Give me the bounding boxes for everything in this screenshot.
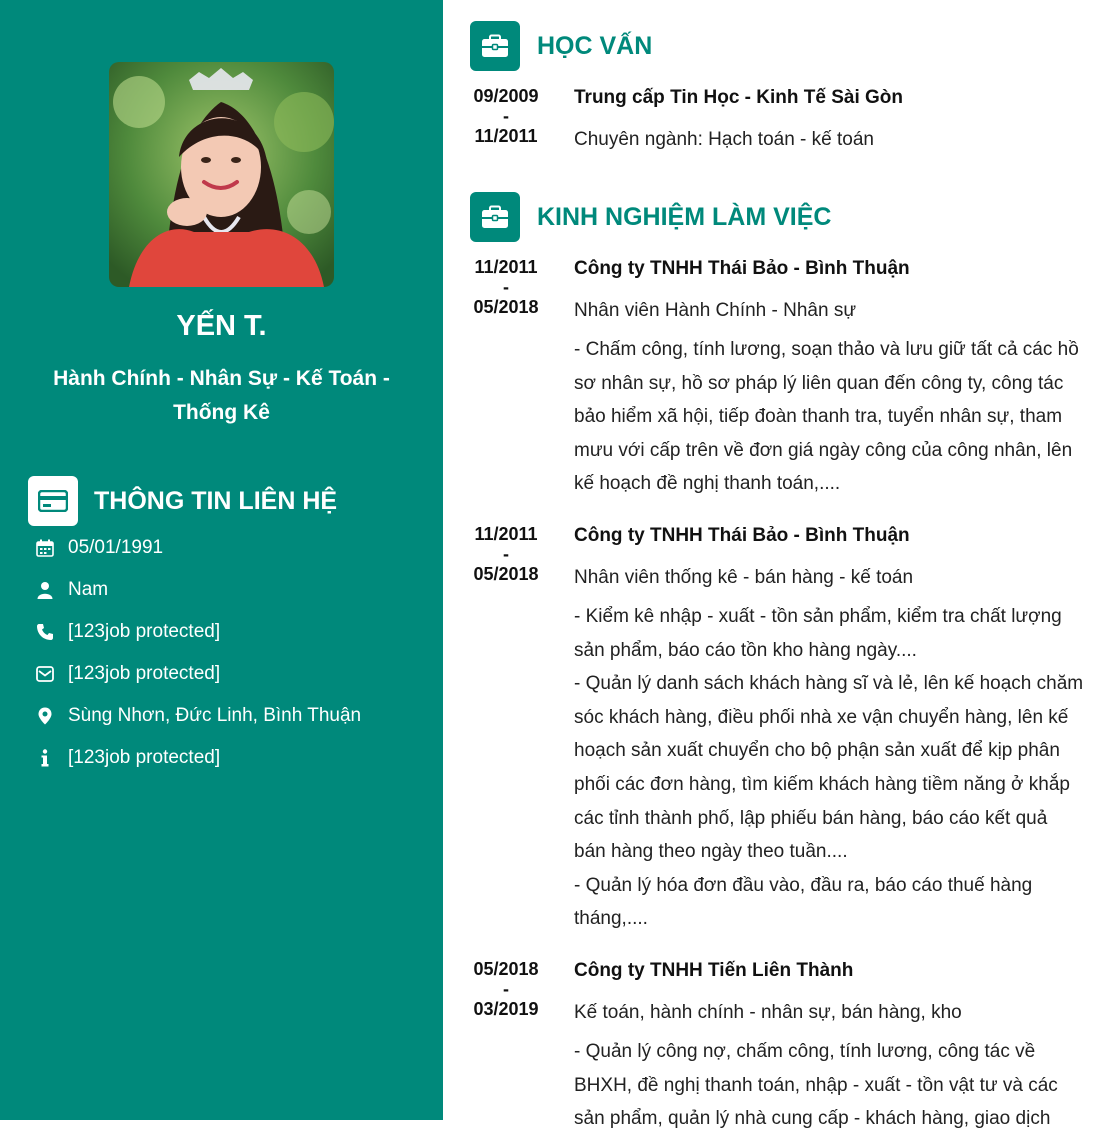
contact-item-gender bbox=[34, 569, 361, 611]
entry-body bbox=[574, 959, 1084, 1136]
entry-organization: Công ty TNHH Tiến Liên Thành bbox=[574, 960, 854, 981]
entry-description bbox=[574, 333, 1084, 501]
experience-heading: KINH NGHIỆM LÀM VIỆC bbox=[537, 202, 832, 231]
entry-dates bbox=[465, 959, 547, 1019]
entry-body bbox=[574, 257, 1084, 501]
entry-body bbox=[574, 524, 1084, 936]
entry-organization: Trung cấp Tin Học - Kinh Tế Sài Gòn bbox=[574, 87, 904, 108]
entry-dates bbox=[465, 257, 547, 317]
entry-date-separator: - bbox=[503, 544, 509, 564]
entry-role: Chuyên ngành: Hạch toán - kế toán bbox=[574, 129, 874, 150]
candidate-title: Hành Chính - Nhân Sự - Kế Toán - Thống Kê bbox=[53, 367, 390, 424]
entry-end-date: 03/2019 bbox=[473, 999, 539, 1019]
info-icon bbox=[34, 747, 56, 769]
calendar-icon bbox=[34, 537, 56, 559]
entry-start-date: 11/2011 bbox=[474, 524, 538, 544]
profile-photo bbox=[109, 62, 334, 287]
entry-end-date: 11/2011 bbox=[474, 126, 538, 146]
sidebar bbox=[0, 0, 443, 1120]
contact-value: Sùng Nhơn, Đức Linh, Bình Thuận bbox=[68, 705, 362, 726]
entry-start-date: 11/2011 bbox=[474, 257, 538, 277]
contact-item-email bbox=[34, 653, 361, 695]
entry-body bbox=[574, 86, 1084, 152]
entry-date-separator: - bbox=[503, 106, 509, 126]
entry-role: Nhân viên thống kê - bán hàng - kế toán bbox=[574, 567, 914, 588]
entry-description-line: - Chấm công, tính lương, soạn thảo và lưu giữ tất cả các hồ sơ nhân sự, hồ sơ pháp lý liên quan đến công ty, công tác bảo hiểm xã hội, tiếp đoàn thanh tra, tuyển nhân sự, tham mưu với cấp trên về đơn giá ngày công của công nhân, lên kế hoạch đề nghị thanh toán,.... bbox=[574, 339, 1079, 495]
contact-item-other bbox=[34, 737, 361, 779]
entry-description bbox=[574, 600, 1084, 936]
entry-organization: Công ty TNHH Thái Bảo - Bình Thuận bbox=[574, 525, 910, 546]
email-icon bbox=[34, 663, 56, 685]
entry-date-separator: - bbox=[503, 979, 509, 999]
entry-description bbox=[574, 1035, 1084, 1136]
entry-start-date: 05/2018 bbox=[473, 959, 539, 979]
entry-description-line: - Quản lý hóa đơn đầu vào, đầu ra, báo cáo thuế hàng tháng,.... bbox=[574, 874, 1033, 930]
entry-end-date: 05/2018 bbox=[473, 564, 539, 584]
education-section-header bbox=[470, 21, 652, 71]
main-content bbox=[443, 0, 1106, 1130]
phone-icon bbox=[34, 621, 56, 643]
person-icon bbox=[34, 579, 56, 601]
entry-description-line: - Quản lý danh sách khách hàng sĩ và lẻ, lên kế hoạch chăm sóc khách hàng, điều phối nhà xe vận chuyển hàng, lên kế hoạch sản xuất chuyển cho bộ phận sản xuất để kịp phân phối các đơn hàng, tìm kiếm khách hàng tiềm năng ở khắp các tỉnh thành phố, lập phiếu bán hàng, báo cáo kết quả bán hàng theo ngày theo tuần.... bbox=[574, 673, 1084, 863]
candidate-name: YẾN T. bbox=[176, 310, 267, 342]
contact-value: Nam bbox=[68, 579, 109, 600]
contact-value: 05/01/1991 bbox=[68, 537, 164, 558]
entry-date-separator: - bbox=[503, 277, 509, 297]
contact-heading: THÔNG TIN LIÊN HỆ bbox=[94, 486, 338, 515]
entry-organization: Công ty TNHH Thái Bảo - Bình Thuận bbox=[574, 258, 910, 279]
entry-end-date: 05/2018 bbox=[473, 297, 539, 317]
entry-start-date: 09/2009 bbox=[473, 86, 539, 106]
briefcase-icon bbox=[470, 192, 520, 242]
briefcase-icon bbox=[470, 21, 520, 71]
contact-value: [123job protected] bbox=[68, 621, 221, 642]
contact-item-address bbox=[34, 695, 361, 737]
entry-role: Kế toán, hành chính - nhân sự, bán hàng, kho bbox=[574, 1002, 962, 1023]
experience-section-header bbox=[470, 192, 831, 242]
entry-description-line: - Quản lý công nợ, chấm công, tính lương, công tác về BHXH, đề nghị thanh toán, nhập - xuất - tồn vật tư và các sản phẩm, quản lý nhà cung cấp - khách hàng, giao dịch bbox=[574, 1041, 1058, 1130]
contact-item-phone bbox=[34, 611, 361, 653]
contact-item-birthdate bbox=[34, 527, 361, 569]
entry-role: Nhân viên Hành Chính - Nhân sự bbox=[574, 300, 857, 321]
education-heading: HỌC VẤN bbox=[537, 31, 653, 60]
id-card-icon bbox=[28, 476, 78, 526]
contact-section-header bbox=[28, 476, 337, 526]
contact-value: [123job protected] bbox=[68, 747, 221, 768]
contact-value: [123job protected] bbox=[68, 663, 221, 684]
location-icon bbox=[34, 705, 56, 727]
entry-dates bbox=[465, 524, 547, 584]
profile-photo-illustration bbox=[109, 62, 334, 287]
entry-description-line: - Kiểm kê nhập - xuất - tồn sản phẩm, kiểm tra chất lượng sản phẩm, báo cáo tồn kho hàng ngày.... bbox=[574, 606, 1062, 661]
contact-list bbox=[34, 527, 361, 779]
entry-dates bbox=[465, 86, 547, 146]
